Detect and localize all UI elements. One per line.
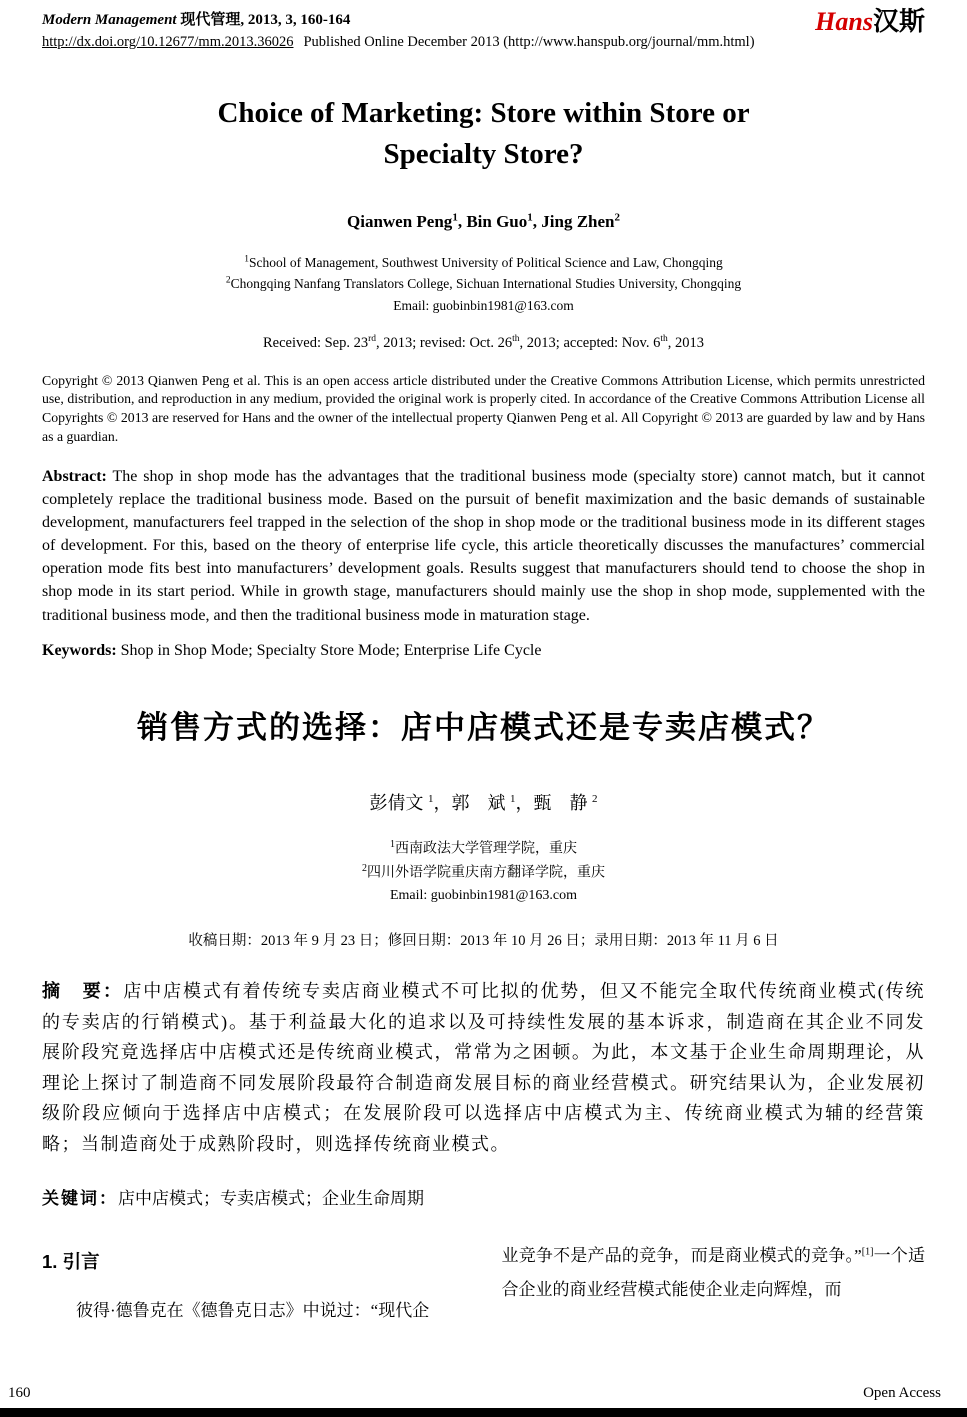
cn-abstract-paragraph xyxy=(42,976,925,1160)
hans-logo-text-en: Hans xyxy=(815,7,873,36)
cn-abstract-text: 店中店模式有着传统专卖店商业模式不可比拟的优势，但又不能完全取代传统商业模式(传统的专卖店的行销模式)。基于利益最大化的追求以及可持续性发展的基本诉求，制造商在其企业不同发展阶段究竟选择店中店模式还是传统商业模式，常常为之困顿。为此，本文基于企业生命周期理论，从理论上探讨了制造商不同发展阶段最符合制造商发展目标的商业经营模式。研究结果认为，企业发展初级阶段应倾向于选择店中店模式；在发展阶段可以选择店中店模式为主、传统商业模式为辅的经营策略；当制造商处于成熟阶段时，则选择传统商业模式。 xyxy=(42,981,926,1154)
section-1-heading: 1. 引言 xyxy=(42,1250,100,1272)
doi-line xyxy=(42,34,755,51)
body-paragraph-right: 业竞争不是产品的竞争，而是商业模式的竞争。”[1]一个适合企业的商业经营模式能使企业走向辉煌，而 xyxy=(501,1245,926,1299)
body-columns xyxy=(42,1239,925,1328)
author-3: Jing Zhen$^2$ xyxy=(541,211,620,231)
cn-paper-title: 销售方式的选择：店中店模式还是专卖店模式？ xyxy=(137,709,830,745)
journal-title-line xyxy=(42,8,755,29)
paper-title-line-2: Specialty Store? xyxy=(383,138,584,171)
body-paragraph-left: 彼得·德鲁克在《德鲁克日志》中说过：“现代企 xyxy=(76,1300,430,1320)
cn-authors-line: 彭倩文 $^1$，郭 斌 $^1$，甄 静 $^2$ xyxy=(369,792,598,813)
copyright-notice: Copyright © 2013 Qianwen Peng et al. This is an open access article distributed under the Creative Commons Attribution License, which permits unrestricted use, distribution, and reproduction in any medium, provided the original work is properly cited. In accordance of the Creative Commons Attribution License all Copyrights © 2013 are reserved for Hans and the owner of the intellectual property Qianwen Peng et al. All Copyright © 2013 are guarded by law and by Hans as a guardian. xyxy=(42,372,925,444)
journal-info-block xyxy=(42,8,755,51)
footer-bar xyxy=(0,1408,967,1417)
journal-issue-info: 现代管理, 2013, 3, 160-164 xyxy=(176,12,351,28)
column-right xyxy=(502,1239,926,1328)
abstract-label: Abstract: xyxy=(42,468,107,486)
cn-affiliation-1: $^1$西南政法大学管理学院，重庆 xyxy=(390,838,577,857)
journal-header xyxy=(42,8,925,51)
cn-keywords-label: 关键词： xyxy=(42,1188,118,1208)
author-1-affil-mark: 1 xyxy=(452,211,458,224)
hans-logo-text-cn: 汉斯 xyxy=(872,6,925,36)
cn-abstract-label: 摘 要： xyxy=(42,981,124,1002)
citation-ref-1: [1] xyxy=(861,1245,874,1257)
cn-dates-line: 收稿日期：2013 年 9 月 23 日；修回日期：2013 年 10 月 26 日；录用日期：2013 年 11 月 6 日 xyxy=(188,933,779,950)
cn-keywords-text: 店中店模式；专卖店模式；企业生命周期 xyxy=(118,1188,424,1208)
email-line: Email: guobinbin1981@163.com xyxy=(393,297,574,313)
abstract-text: The shop in shop mode has the advantages that the traditional business mode (specialty store) cannot match, but it cannot completely replace the traditional business mode. Based on the pursuit of benefit maximization and the basic demands of sustainable development, manufacturers feel trapped in the selection of the shop in shop mode or the traditional business mode in its different stages of development. For this, based on the theory of enterprise life cycle, this article theoretically discusses the manufactures’ commercial operation mode fits best into manufacturers’ development goals. Results suggest that manufacturers should tend to choose the shop in shop mode in its start period. While in growth stage, manufacturers should mainly use the shop in shop mode, supplemented with the traditional business mode, and then the traditional business mode in maturation stage. xyxy=(42,468,925,624)
author-1: Qianwen Peng$^1$ xyxy=(347,211,458,231)
affiliations-block xyxy=(42,252,925,316)
cn-affiliations-block xyxy=(42,837,925,907)
page-number: 160 xyxy=(8,1385,31,1401)
authors-line: Qianwen Peng$^1$, Bin Guo$^1$, Jing Zhen$^2$ xyxy=(347,211,620,231)
hans-logo xyxy=(815,8,925,35)
author-2-affil-mark: 1 xyxy=(527,211,533,224)
journal-name: Modern Management xyxy=(42,12,177,28)
cn-keywords-line xyxy=(42,1184,925,1209)
cn-author-3: 甄 静 $^2$ xyxy=(533,792,598,813)
keywords-line xyxy=(42,642,925,660)
paper-title xyxy=(42,93,925,175)
keywords-text: Shop in Shop Mode; Specialty Store Mode; Enterprise Life Cycle xyxy=(116,641,542,659)
affiliation-1: $^1$School of Management, Southwest University of Political Science and Law, Chongqing xyxy=(244,254,723,270)
cn-author-1: 彭倩文 $^1$ xyxy=(369,792,434,813)
cn-affiliation-2: $^2$四川外语学院重庆南方翻译学院，重庆 xyxy=(362,862,605,881)
published-online-text: Published Online December 2013 (http://www.hanspub.org/journal/mm.html) xyxy=(303,34,755,50)
abstract-paragraph xyxy=(42,465,925,626)
keywords-label: Keywords: xyxy=(42,641,117,659)
column-left xyxy=(42,1239,466,1328)
cn-author-2: 郭 斌 $^1$ xyxy=(451,792,516,813)
affiliation-2: $^2$Chongqing Nanfang Translators College, Sichuan International Studies University, Chongqing xyxy=(225,275,742,292)
cn-email-line: Email: guobinbin1981@163.com xyxy=(389,887,578,903)
dates-line: Received: Sep. 23rd, 2013; revised: Oct. 26th, 2013; accepted: Nov. 6th, 2013 xyxy=(263,333,704,351)
paper-title-line-1: Choice of Marketing: Store within Store or xyxy=(217,97,750,129)
author-2: Bin Guo$^1$ xyxy=(466,211,533,231)
open-access-label: Open Access xyxy=(863,1385,941,1401)
author-3-affil-mark: 2 xyxy=(614,211,620,224)
doi-link[interactable]: http://dx.doi.org/10.12677/mm.2013.36026 xyxy=(42,34,294,50)
